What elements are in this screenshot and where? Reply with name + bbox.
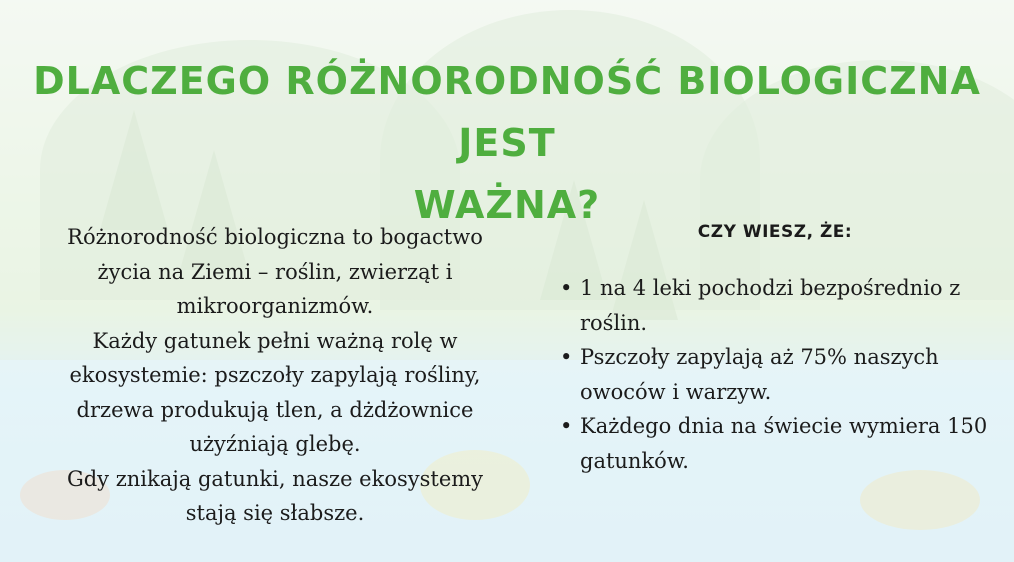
page-title <box>0 50 1014 236</box>
title-line-2: WAŻNA? <box>413 183 601 227</box>
facts-panel <box>560 222 990 478</box>
intro-text <box>40 220 510 531</box>
intro-paragraph: Różnorodność biologiczna to bogactwo życia na Ziemi – roślin, zwierząt i mikroorganizmów. <box>67 225 483 318</box>
intro-paragraph: Gdy znikają gatunki, nasze ekosystemy stają się słabsze. <box>66 466 484 525</box>
fact-item: • Pszczoły zapylają aż 75% naszych owoców i warzyw. <box>560 340 990 409</box>
title-line-1: DLACZEGO RÓŻNORODNOŚĆ BIOLOGICZNA JEST <box>33 59 981 165</box>
facts-list <box>560 271 990 478</box>
facts-heading: CZY WIESZ, ŻE: <box>697 222 853 242</box>
fact-item: • Każdego dnia na świecie wymiera 150 gatunków. <box>560 409 990 478</box>
fact-item: • 1 na 4 leki pochodzi bezpośrednio z roślin. <box>560 271 990 340</box>
intro-paragraph: Każdy gatunek pełni ważną rolę w ekosystemie: pszczoły zapylają rośliny, drzewa produkują tlen, a dżdżownice użyźniają glebę. <box>69 328 481 456</box>
